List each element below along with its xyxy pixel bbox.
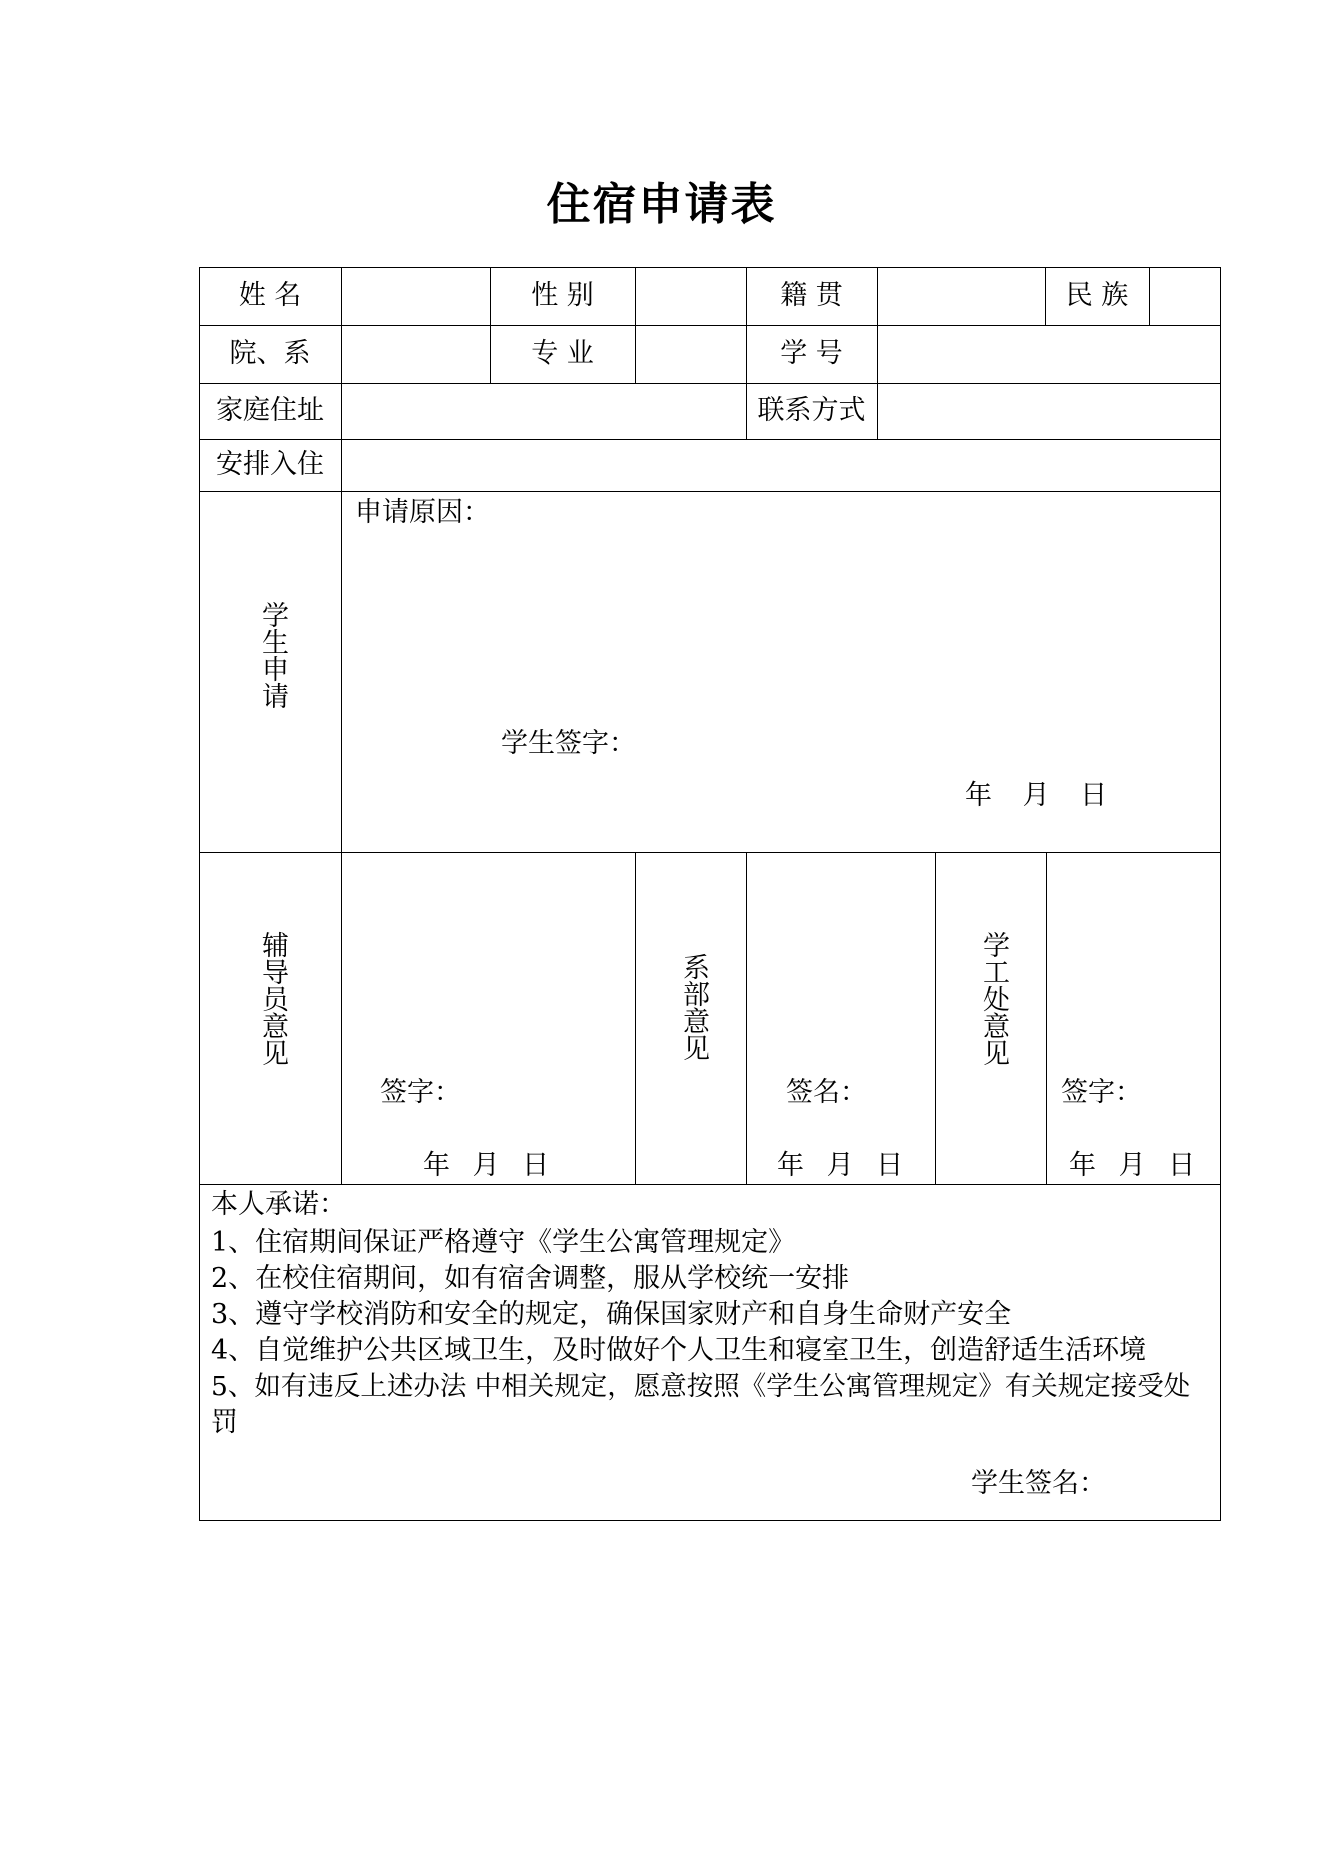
student-id-field[interactable] [878, 326, 1220, 383]
affairs-office-sign-label: 签字： [1061, 1077, 1142, 1108]
address-field[interactable] [342, 384, 746, 439]
arrange-label: 安排入住 [216, 449, 324, 480]
native-place-label: 籍 贯 [780, 280, 843, 311]
student-sign-label: 学生签字： [501, 728, 636, 759]
contact-label: 联系方式 [757, 395, 866, 426]
name-field[interactable] [342, 268, 490, 325]
department-field[interactable] [342, 326, 490, 383]
affairs-office-opinion-label: 学工处意见 [978, 931, 1009, 1066]
department-opinion-label: 系部意见 [678, 953, 709, 1061]
row-divider [199, 1184, 1221, 1185]
pledge-item: 5、如有违反上述办法 中相关规定，愿意按照《学生公寓管理规定》有关规定接受处 [211, 1371, 1191, 1402]
row-divider [199, 852, 1221, 853]
student-date: 年 月 日 [965, 780, 1108, 811]
reason-field[interactable] [342, 529, 1220, 729]
gender-field[interactable] [636, 268, 746, 325]
col-divider [935, 852, 936, 1184]
department-date: 年 月 日 [777, 1150, 904, 1181]
table-border-bottom [199, 1520, 1221, 1521]
student-application-label: 学生申请 [257, 601, 288, 709]
pledge-heading: 本人承诺： [211, 1189, 346, 1220]
ethnicity-label: 民 族 [1065, 280, 1129, 311]
reason-label: 申请原因： [355, 497, 490, 528]
affairs-office-date: 年 月 日 [1069, 1150, 1196, 1181]
col-divider [635, 852, 636, 1184]
student-id-label: 学 号 [780, 338, 843, 369]
pledge-item: 3、遵守学校消防和安全的规定，确保国家财产和自身生命财产安全 [211, 1299, 1012, 1330]
major-label: 专 业 [531, 338, 594, 369]
contact-field[interactable] [878, 384, 1220, 439]
pledge-item: 2、在校住宿期间，如有宿舍调整，服从学校统一安排 [211, 1263, 850, 1294]
pledge-item: 4、自觉维护公共区域卫生，及时做好个人卫生和寝室卫生，创造舒适生活环境 [211, 1335, 1147, 1366]
pledge-sign-label: 学生签名： [971, 1468, 1106, 1499]
row-divider [199, 491, 1221, 492]
application-form [199, 267, 1221, 1521]
arrange-field[interactable] [342, 440, 1220, 491]
native-place-field[interactable] [878, 268, 1045, 325]
table-border-right [1220, 267, 1221, 1521]
name-label: 姓 名 [238, 280, 302, 311]
counselor-opinion-label: 辅导员意见 [257, 931, 288, 1066]
pledge-item: 1、住宿期间保证严格遵守《学生公寓管理规定》 [211, 1227, 796, 1258]
counselor-date: 年 月 日 [423, 1150, 550, 1181]
address-label: 家庭住址 [216, 395, 324, 426]
department-label: 院、系 [229, 338, 311, 369]
major-field[interactable] [636, 326, 746, 383]
counselor-sign-label: 签字： [380, 1077, 461, 1108]
col-divider [1046, 852, 1047, 1184]
pledge-item: 罚 [211, 1407, 238, 1438]
department-sign-label: 签名： [786, 1077, 867, 1108]
ethnicity-field[interactable] [1150, 268, 1220, 325]
gender-label: 性 别 [531, 280, 594, 311]
col-divider [746, 852, 747, 1184]
page-title: 住宿申请表 [546, 179, 777, 230]
